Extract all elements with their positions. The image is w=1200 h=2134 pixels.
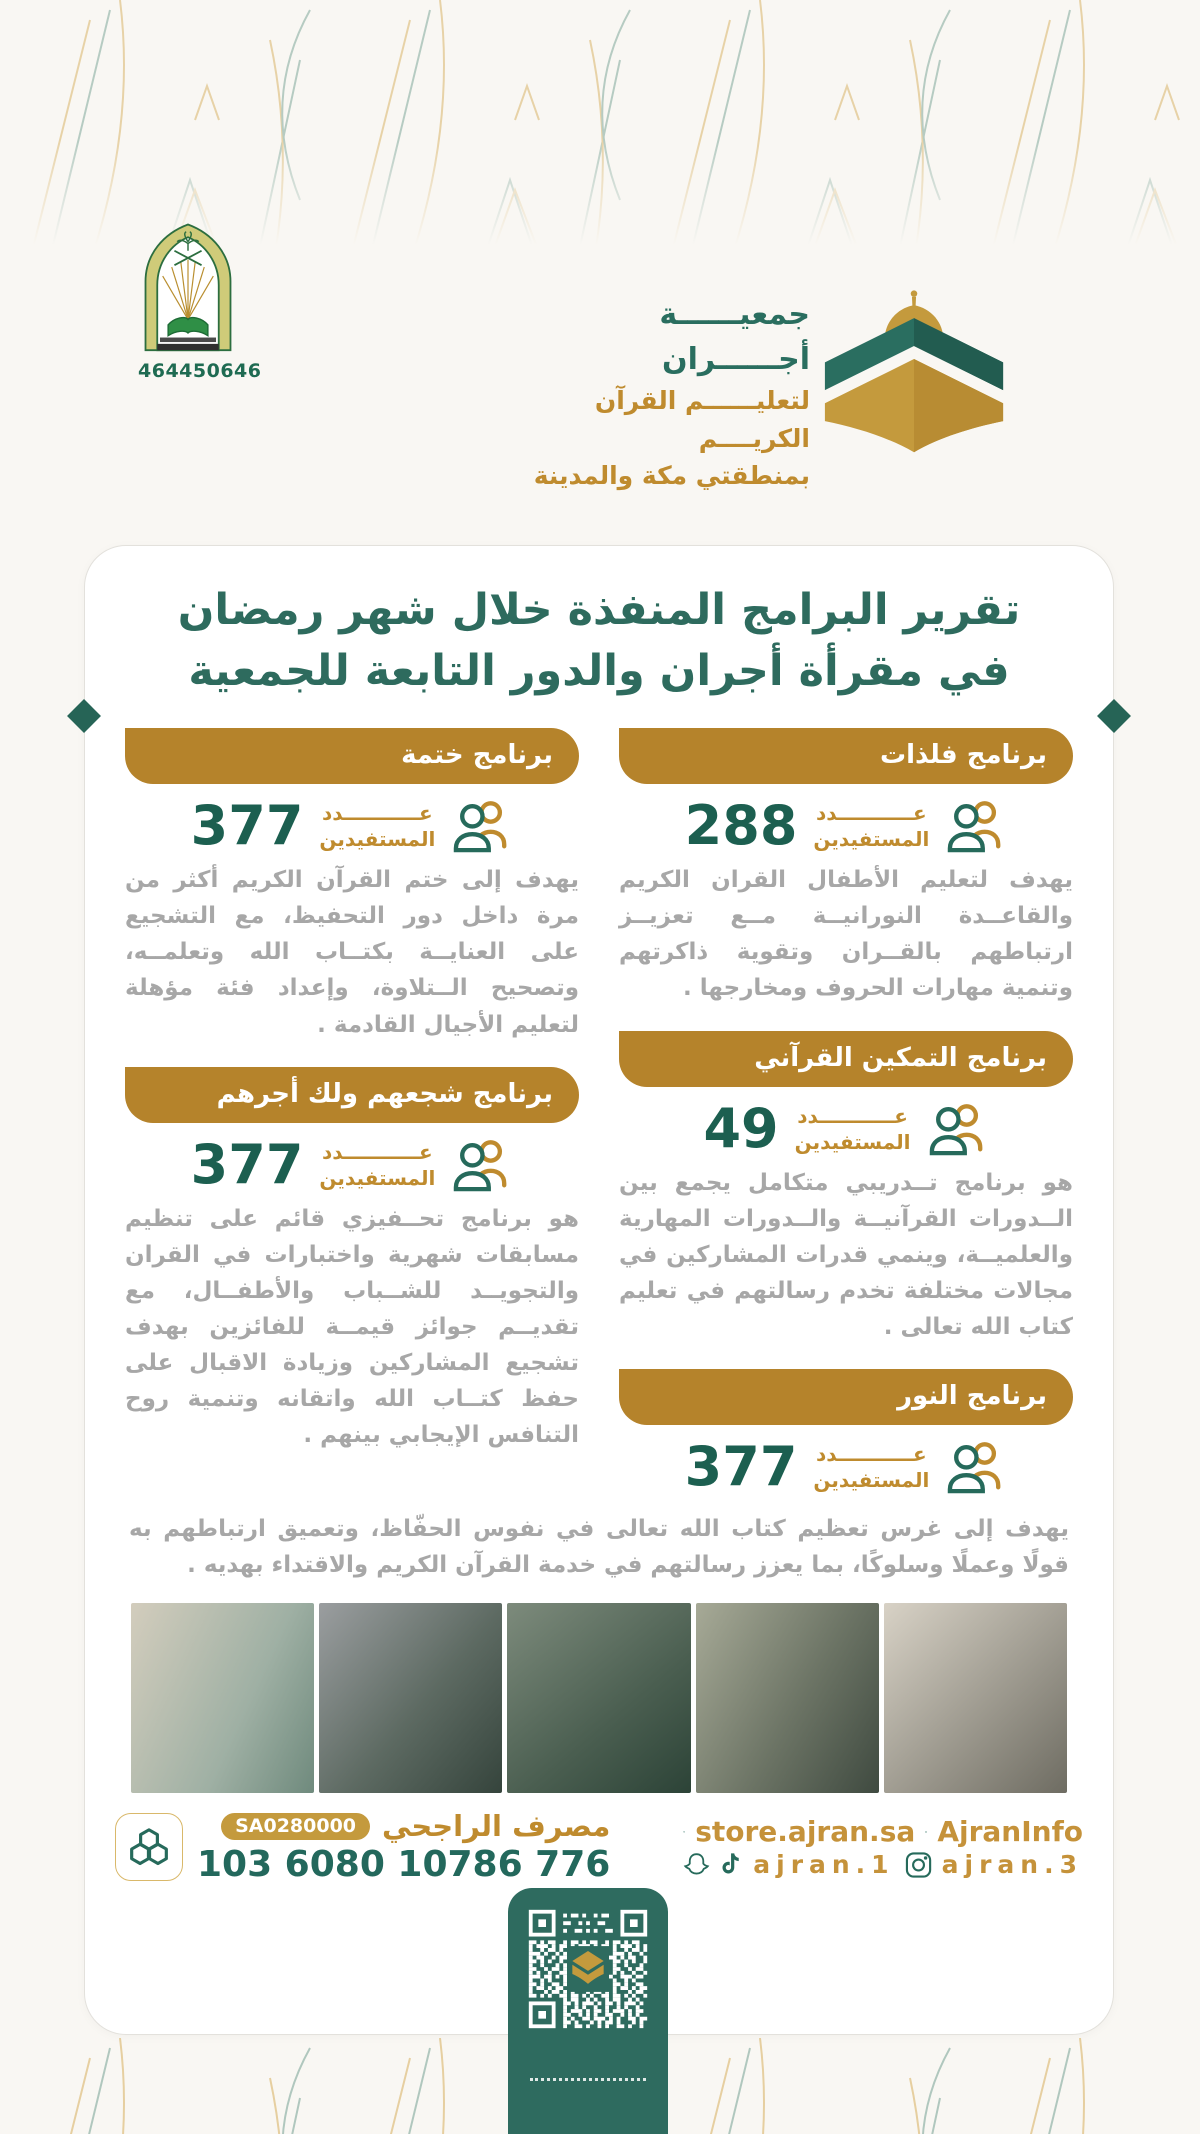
photo-5 bbox=[131, 1603, 314, 1793]
program-shajjahum-header: برنامج شجعهم ولك أجرهم bbox=[125, 1067, 579, 1123]
program-khatma-description: يهدف إلى ختم القرآن الكريم أكثر من مرة داخل دور التحفيظ، مع التشجيع على العنايــة بكتــاب الله وتعلمــه، وتصحيح الــتلاوة، وإعداد فئة مؤهلة لتعليم الأجيال القادمة . bbox=[125, 867, 579, 1038]
photo-4 bbox=[319, 1603, 502, 1793]
program-tamkeen bbox=[619, 1031, 1073, 1346]
photo-strip bbox=[131, 1603, 1067, 1793]
beneficiaries-count: 377 bbox=[190, 794, 304, 858]
page-title-line2: في مقرأة أجران والدور التابعة للجمعية bbox=[188, 646, 1010, 697]
photo-1 bbox=[884, 1603, 1067, 1793]
program-noor-stats bbox=[619, 1435, 1073, 1499]
card-footer bbox=[85, 1793, 1113, 1885]
program-shajjahum bbox=[125, 1067, 579, 1454]
qr-code bbox=[525, 1906, 651, 2032]
programs-grid bbox=[85, 702, 1113, 1503]
beneficiaries-count: 377 bbox=[190, 1132, 304, 1196]
social-row-2 bbox=[683, 1850, 1083, 1879]
instagram-handle[interactable]: ajran.3 bbox=[941, 1850, 1083, 1880]
right-column bbox=[619, 728, 1073, 1503]
beneficiaries-label: عـــــــــــدد المستفيدين bbox=[813, 1442, 930, 1493]
program-falathat-header: برنامج فلذات bbox=[619, 728, 1073, 784]
qr-dotted-separator bbox=[530, 2078, 646, 2081]
beneficiaries-icon bbox=[451, 798, 513, 854]
beneficiaries-label: عـــــــــــدد المستفيدين bbox=[319, 801, 436, 852]
program-tamkeen-header: برنامج التمكين القرآني bbox=[619, 1031, 1073, 1087]
program-tamkeen-stats bbox=[619, 1096, 1073, 1160]
program-shajjahum-stats bbox=[125, 1132, 579, 1196]
cart-icon bbox=[683, 1818, 685, 1846]
snapchat-icon[interactable] bbox=[683, 1851, 710, 1879]
tiktok-icon[interactable] bbox=[720, 1851, 743, 1879]
program-falathat-stats bbox=[619, 794, 1073, 858]
social-links bbox=[683, 1813, 1083, 1881]
program-khatma bbox=[125, 728, 579, 1043]
program-khatma-header: برنامج ختمة bbox=[125, 728, 579, 784]
program-noor-description-wrap bbox=[85, 1503, 1113, 1583]
program-noor-header: برنامج النور bbox=[619, 1369, 1073, 1425]
bank-account-number: 103 6080 10786 776 bbox=[197, 1844, 611, 1886]
beneficiaries-icon bbox=[451, 1137, 513, 1193]
association-region: بمنطقتي مكة والمدينة bbox=[533, 461, 810, 490]
page-title bbox=[85, 546, 1113, 702]
bank-badge: SA0280000 bbox=[221, 1813, 370, 1840]
program-khatma-stats bbox=[125, 794, 579, 858]
ministry-logo bbox=[138, 220, 262, 382]
association-name: جمعيــــــة أجــــــران bbox=[659, 297, 810, 377]
top-decorative-pattern bbox=[0, 0, 1200, 245]
beneficiaries-count: 49 bbox=[703, 1096, 779, 1160]
beneficiaries-label: عـــــــــــدد المستفيدين bbox=[319, 1139, 436, 1190]
snap-tiktok-handle[interactable]: ajran.1 bbox=[753, 1850, 895, 1880]
social-row-1 bbox=[683, 1815, 1083, 1848]
bank-info bbox=[115, 1809, 610, 1885]
program-tamkeen-description: هو برنامج تــدريبي متكامل يجمع بين الــدورات القرآنيــة والــدورات المهارية والعلميــة، وينمي قدرات المشاركين في مجالات مختلفة تخدم رسالتهم في تعليم كتاب الله تعالى . bbox=[619, 1169, 1073, 1340]
beneficiaries-count: 288 bbox=[684, 794, 798, 858]
photo-3 bbox=[507, 1603, 690, 1793]
ministry-arch-icon bbox=[138, 220, 238, 352]
bank-name: مصرف الراجحي bbox=[382, 1809, 611, 1844]
store-link[interactable]: store.ajran.sa bbox=[695, 1815, 916, 1849]
program-noor-description: يهدف إلى غرس تعظيم كتاب الله تعالى في نفوس الحفّاظ، وتعميق ارتباطهم به قولًا وعملًا وسلوكًا، بما يعزز رسالتهم في خدمة القرآن الكريم والاقتداء بهديه . bbox=[129, 1516, 1069, 1579]
ministry-license-number: 464450646 bbox=[138, 360, 262, 382]
bank-text bbox=[197, 1809, 610, 1885]
beneficiaries-icon bbox=[927, 1101, 989, 1157]
x-handle[interactable]: AjranInfo bbox=[937, 1815, 1083, 1849]
beneficiaries-icon bbox=[945, 798, 1007, 854]
page-title-line1: تقرير البرامج المنفذة خلال شهر رمضان bbox=[177, 585, 1021, 635]
association-wordmark bbox=[510, 292, 810, 495]
program-noor bbox=[619, 1369, 1073, 1503]
beneficiaries-label: عـــــــــــدد المستفيدين bbox=[813, 801, 930, 852]
instagram-icon[interactable] bbox=[905, 1851, 932, 1879]
association-logo-kaaba-icon bbox=[820, 268, 1008, 473]
beneficiaries-count: 377 bbox=[684, 1435, 798, 1499]
program-shajjahum-description: هو برنامج تحــفيزي قائم على تنظيم مسابقات شهرية واختبارات في القران والتجويــد للشــباب والأطفــال، مع تقديــم جوائز قيمــة للفائزين بهدف تشجيع المشاركين وزيادة الاقبال على حفظ كتــاب الله واتقانه وتنمية روح التنافس الإيجابي بينهم . bbox=[125, 1205, 579, 1449]
association-subtitle: لتعليــــــم القرآن الكريــــم bbox=[594, 386, 810, 453]
x-twitter-icon[interactable] bbox=[925, 1819, 927, 1845]
beneficiaries-label: عـــــــــــدد المستفيدين bbox=[794, 1103, 911, 1154]
program-falathat bbox=[619, 728, 1073, 1006]
left-column bbox=[125, 728, 579, 1453]
program-falathat-description: يهدف لتعليم الأطفال القران الكريم والقاعــدة النورانيــة مــع تعزيــز ارتباطهم بالقــران وتقوية ذاكرتهم وتنمية مهارات الحروف ومخارجها . bbox=[619, 867, 1073, 1002]
photo-2 bbox=[696, 1603, 879, 1793]
qr-panel bbox=[508, 1888, 668, 2134]
alrajhi-bank-icon bbox=[115, 1813, 183, 1881]
beneficiaries-icon bbox=[945, 1439, 1007, 1495]
report-card bbox=[84, 545, 1114, 2035]
